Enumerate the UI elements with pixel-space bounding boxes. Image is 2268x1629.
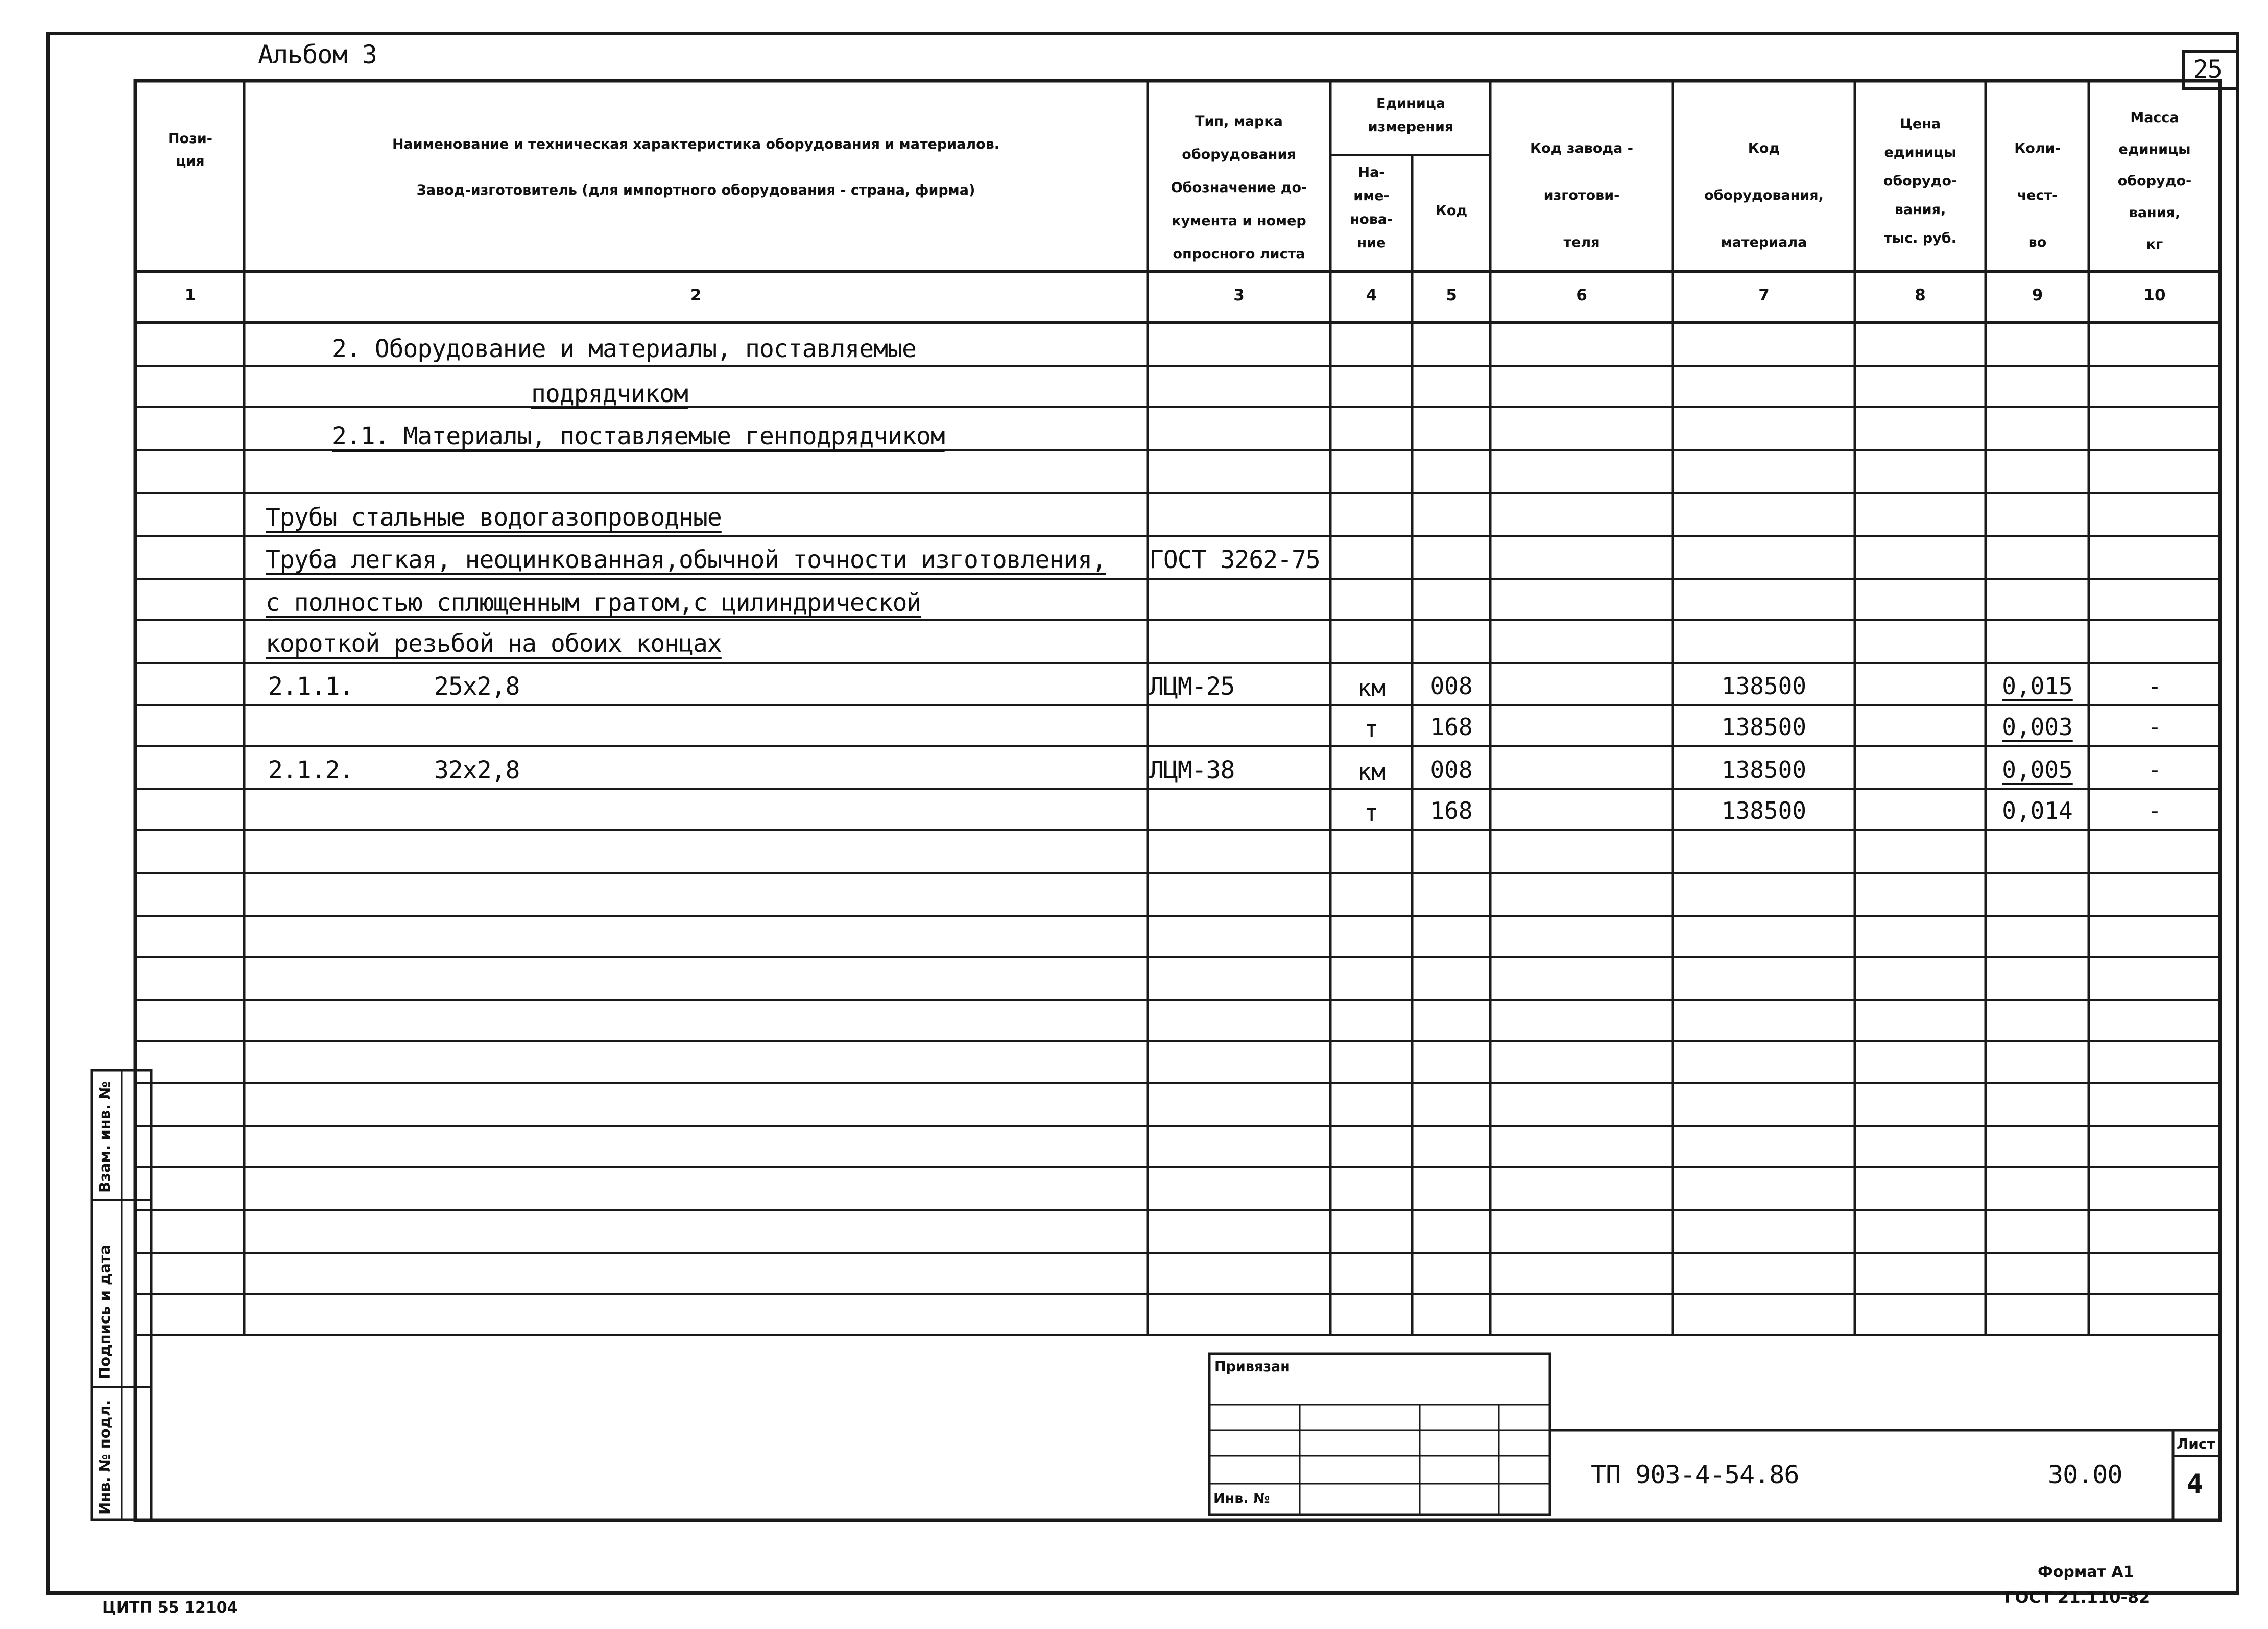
document-code: ТП 903-4-54.86 [1591, 1460, 1799, 1490]
item-equipment-code: 138500 [1721, 797, 1807, 824]
sheet-number: 4 [2187, 1469, 2203, 1499]
col-num-2: 2 [690, 286, 702, 304]
header-unit-name: На- име- нова- ние [1350, 164, 1393, 251]
item-equipment-code: 138500 [1721, 756, 1807, 784]
header-price: Цена единицы оборудо- вания, тыс. руб. [1883, 116, 1957, 246]
col-num-10: 10 [2143, 286, 2166, 304]
header-unit-code: Код [1435, 203, 1468, 219]
col-num-6: 6 [1576, 286, 1587, 304]
item-unit: т [1364, 715, 1379, 743]
item-unit: км [1357, 674, 1386, 702]
item-unit: км [1357, 758, 1386, 786]
side-label-orig-inv: Инв. № подл. [96, 1400, 113, 1515]
header-unit: Единица измерения [1368, 96, 1454, 135]
item-code: 008 [1430, 672, 1473, 700]
header-factory-code: Код завода - изготови- теля [1530, 140, 1633, 250]
col-num-9: 9 [2032, 286, 2043, 304]
col-num-7: 7 [1758, 286, 1770, 304]
item-type: ЛЦМ-38 [1149, 756, 1235, 785]
header-position: Пози- ция [168, 131, 212, 169]
item-position: 2.1.1. [268, 672, 354, 701]
desc-line-3: короткой резьбой на обоих концах [266, 629, 722, 658]
item-equipment-code: 138500 [1721, 672, 1807, 700]
item-mass: - [2147, 672, 2162, 700]
desc-standard: ГОСТ 3262-75 [1149, 546, 1320, 574]
item-code: 008 [1430, 756, 1473, 784]
subsection-title: 2.1. Материалы, поставляемые генподрядчиком [332, 422, 945, 451]
sheet-label: Лист [2177, 1435, 2215, 1452]
desc-line-2: с полностью сплющенным гратом,с цилиндрической [266, 588, 921, 617]
col-num-5: 5 [1446, 286, 1457, 304]
item-mass: - [2147, 713, 2162, 741]
section-title-2: подрядчиком [531, 380, 688, 408]
col-num-3: 3 [1233, 286, 1245, 304]
header-name-line1: Наименование и техническая характеристика оборудования и материалов. [392, 136, 1000, 152]
section-title-1: 2. Оборудование и материалы, поставляемые [332, 335, 916, 363]
page-number: 25 [2193, 55, 2222, 84]
item-code: 168 [1430, 797, 1473, 824]
side-label-replace-inv: Взам. инв. № [96, 1081, 113, 1193]
item-mass: - [2147, 797, 2162, 824]
header-mass: Масса единицы оборудо- вания, кг [2117, 110, 2192, 252]
item-mass: - [2147, 756, 2162, 784]
item-quantity: 0,014 [2002, 797, 2073, 824]
item-equipment-code: 138500 [1721, 713, 1807, 741]
desc-line-1: Труба легкая, неоцинкованная,обычной точности изготовления, [266, 546, 1107, 574]
col-num-4: 4 [1366, 286, 1377, 304]
item-position: 2.1.2. [268, 756, 354, 785]
printer-label: ЦИТП 55 12104 [102, 1599, 238, 1617]
header-quantity: Коли- чест- во [2014, 140, 2061, 250]
item-quantity: 0,015 [2002, 672, 2073, 700]
item-size: 32x2,8 [434, 756, 520, 785]
stamp-linked: Привязан [1214, 1359, 1290, 1375]
header-equipment-code: Код оборудования, материала [1704, 140, 1824, 250]
section-number: 30.00 [2048, 1460, 2122, 1490]
format-label: Формат А1 [2038, 1563, 2134, 1581]
header-type: Тип, марка оборудования Обозначение до- кумента и номер опросного листа [1171, 113, 1307, 262]
stamp-inv-no: Инв. № [1213, 1491, 1270, 1506]
item-code: 168 [1430, 713, 1473, 741]
item-quantity: 0,005 [2002, 756, 2073, 784]
item-unit: т [1364, 799, 1379, 827]
col-num-8: 8 [1915, 286, 1926, 304]
header-name-line2: Завод-изготовитель (для импортного оборудования - страна, фирма) [416, 182, 975, 198]
album-title: Альбом 3 [258, 40, 377, 69]
gost-label: ГОСТ 21.110-82 [2004, 1588, 2151, 1607]
item-quantity: 0,003 [2002, 713, 2073, 741]
item-size: 25x2,8 [434, 672, 520, 701]
item-type: ЛЦМ-25 [1149, 672, 1235, 701]
side-label-signature-date: Подпись и дата [96, 1244, 113, 1379]
group-title: Трубы стальные водогазопроводные [266, 503, 722, 532]
col-num-1: 1 [184, 286, 196, 304]
